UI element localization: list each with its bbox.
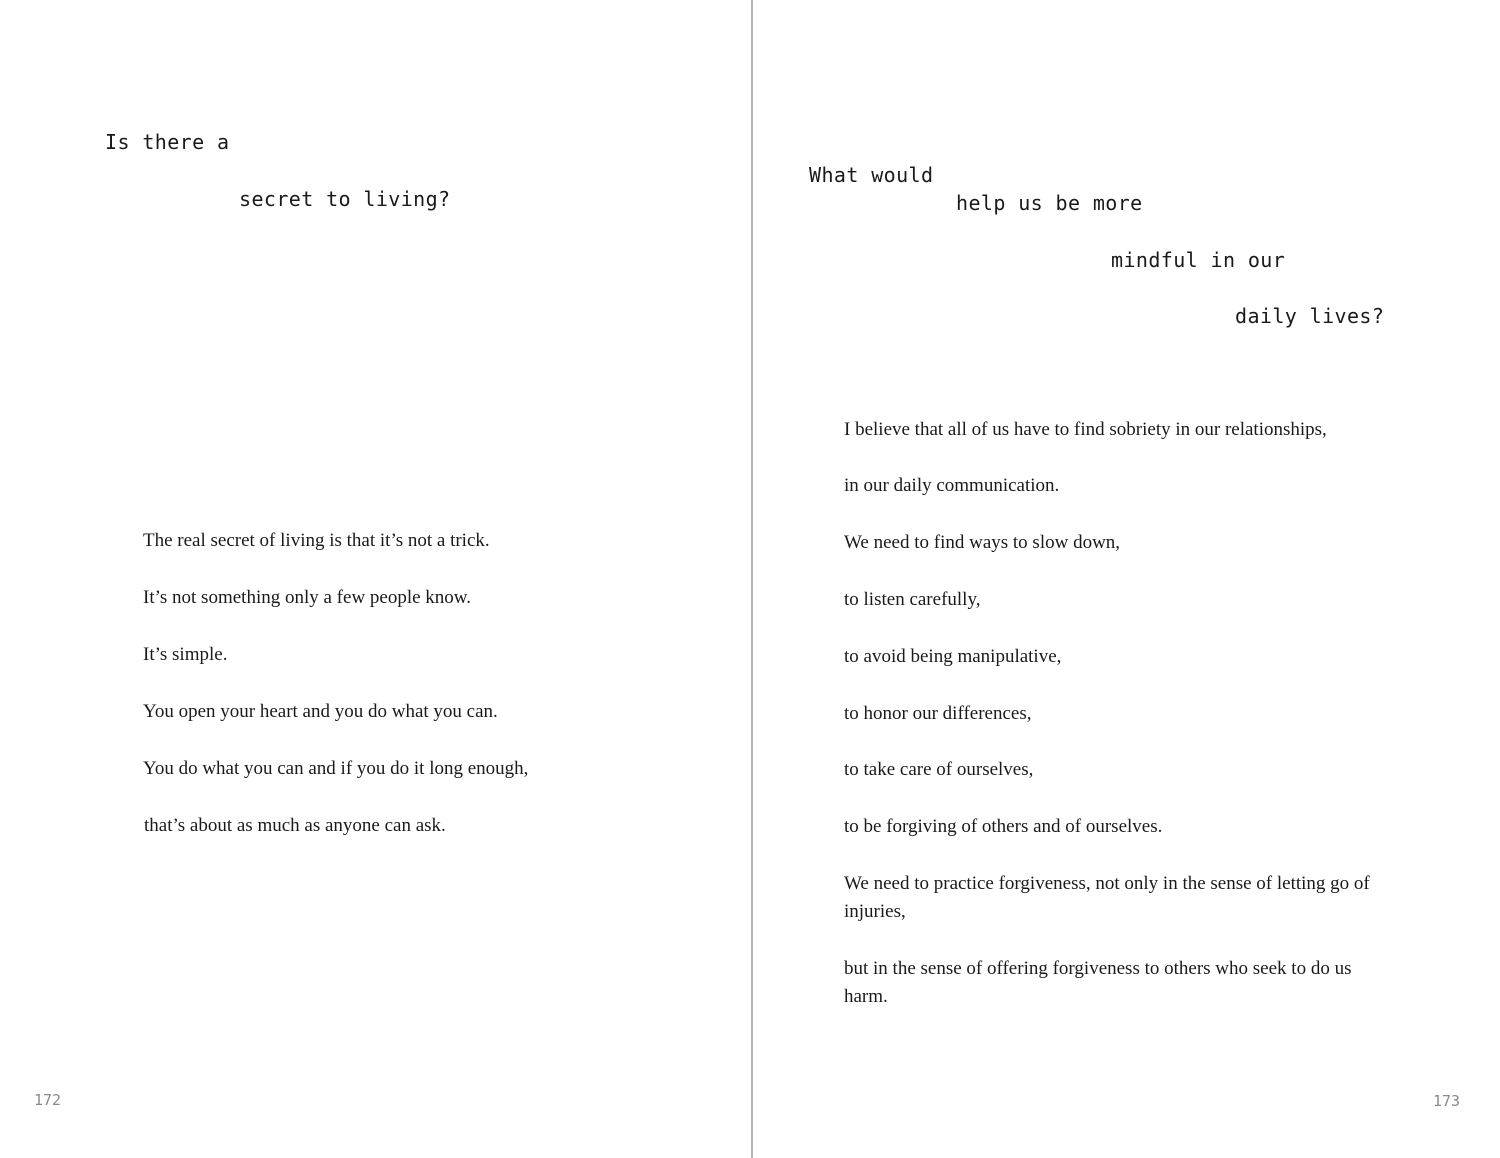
- question-line: What would: [809, 163, 934, 187]
- answer-line: in our daily communication.: [844, 475, 1060, 496]
- answer-line: to take care of ourselves,: [844, 759, 1034, 780]
- answer-line: It’s not something only a few people know.: [143, 587, 472, 608]
- answer-line: You open your heart and you do what you can.: [143, 701, 498, 722]
- answer-line: to avoid being manipulative,: [844, 646, 1062, 667]
- answer-line: to honor our differences,: [844, 703, 1032, 724]
- answer-paragraph: but in the sense of offering forgiveness to others who seek to do us harm.: [844, 958, 1352, 1007]
- answer-line: You do what you can and if you do it long enough,: [143, 758, 529, 779]
- page-number: 172: [34, 1091, 62, 1109]
- answer-line: to be forgiving of others and of ourselves.: [844, 816, 1163, 837]
- right-page: [753, 0, 1500, 1158]
- answer-line: It’s simple.: [143, 644, 228, 665]
- answer-line: The real secret of living is that it’s not a trick.: [143, 530, 490, 551]
- question-line: mindful in our: [1111, 248, 1286, 272]
- answer-paragraph: We need to practice forgiveness, not only in the sense of letting go of injuries,: [844, 873, 1370, 922]
- answer-line: We need to find ways to slow down,: [844, 532, 1121, 553]
- page-number: 173: [1433, 1092, 1461, 1110]
- answer-line: to listen carefully,: [844, 589, 981, 610]
- answer-line: I believe that all of us have to find sobriety in our relationships,: [844, 419, 1327, 440]
- question-line: daily lives?: [1235, 304, 1385, 328]
- question-line: help us be more: [956, 191, 1143, 215]
- question-line: Is there a: [105, 130, 230, 154]
- answer-line: that’s about as much as anyone can ask.: [144, 815, 446, 836]
- question-line: secret to living?: [239, 187, 451, 211]
